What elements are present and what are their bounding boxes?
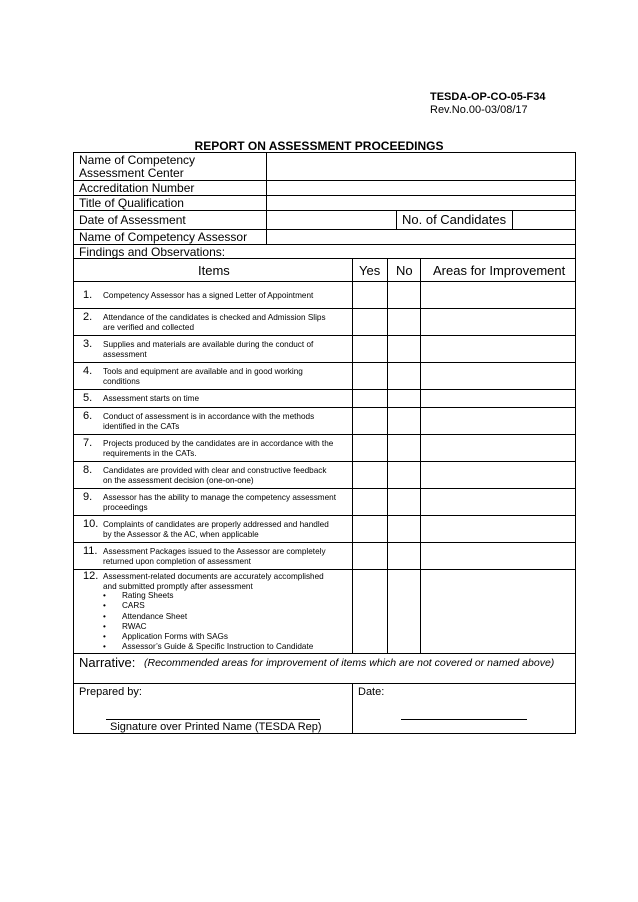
item-number: 9. [83,491,93,503]
row-line [73,335,576,336]
item-text: Attendance of the candidates is checked and Admission Slips [103,313,326,322]
narrative-label: Narrative: [79,655,136,670]
date-assessment-label: Date of Assessment [79,213,186,227]
item-number: 5. [83,392,93,404]
item-text: Assessment starts on time [103,394,200,403]
item-number: 10. [83,518,99,530]
bullet-item: • Rating Sheets [103,591,174,600]
item-number: 8. [83,464,93,476]
row-line [73,281,576,282]
bullet-item: • Attendance Sheet [103,611,188,621]
row-line [73,308,576,309]
item-text: Supplies and materials are available during the conduct of [103,340,314,349]
row-line [73,569,576,570]
row-line [73,683,576,684]
row-line [73,461,576,462]
bullet-item: • CARS [103,601,145,611]
assessor-label: Name of Competency Assessor [79,230,248,244]
item-text: Assessor has the ability to manage the competency assessment [103,493,337,502]
row-line [73,515,576,516]
row-line [73,542,576,543]
item-number: 1. [83,289,93,301]
column-line [387,258,388,653]
row-line [73,210,576,211]
signature-line [106,719,320,720]
item-number: 12. [83,570,99,582]
row-line [73,488,576,489]
report-title: REPORT ON ASSESSMENT PROCEEDINGS [194,139,444,153]
no-header: No [396,263,413,278]
narrative-note: (Recommended areas for improvement of items which are not covered or named above) [144,657,555,669]
no-candidates-label: No. of Candidates [402,212,507,227]
item-text: Conduct of assessment is in accordance with the methods [103,412,315,421]
column-line [420,258,421,653]
field-divider [512,210,513,229]
bullet-item: • Assessor’s Guide & Specific Instruction to Candidate [103,642,314,652]
item-text: Projects produced by the candidates are in accordance with the [103,439,334,448]
row-line [73,653,576,654]
item-text-cont: and submitted promptly after assessment [103,582,253,591]
bullet-item: • RWAC [103,621,147,631]
items-header: Items [198,263,230,278]
item-number: 3. [83,338,93,350]
item-text-cont: by the Assessor & the AC, when applicable [103,530,259,539]
date-line [401,719,527,720]
date-label: Date: [358,686,385,698]
item12-bullet-list [103,591,313,653]
revision-number: Rev.No.00-03/08/17 [430,104,528,116]
item-text-cont: on the assessment decision (one-on-one) [103,476,254,485]
row-line [73,362,576,363]
findings-label: Findings and Observations: [79,245,226,259]
item-number: 11. [83,545,98,557]
field-divider [266,152,267,244]
item-text-cont: conditions [103,377,140,386]
item-number: 7. [83,437,93,449]
item-number: 4. [83,365,93,377]
item-text: Complaints of candidates are properly addressed and handled [103,520,329,529]
item-text-cont: returned upon completion of assessment [103,557,251,566]
item-text: Competency Assessor has a signed Letter of Appointment [103,291,314,300]
center-name-label-2: Assessment Center [79,166,184,180]
item-text: Tools and equipment are available and in good working [103,367,303,376]
signature-caption: Signature over Printed Name (TESDA Rep) [110,721,322,733]
bullet-item: • Application Forms with SAGs [103,632,229,642]
row-line [73,407,576,408]
item-text: Candidates are provided with clear and constructive feedback [103,466,327,475]
item-number: 2. [83,311,93,323]
column-line [352,258,353,653]
field-divider [396,210,397,229]
item-text-cont: are verified and collected [103,323,195,332]
item-text-cont: requirements in the CATs. [103,449,197,458]
center-name-label: Name of Competency [79,153,196,167]
column-line [352,683,353,734]
areas-header: Areas for Improvement [433,263,566,278]
item-text-cont: identified in the CATs [103,422,180,431]
form-code: TESDA-OP-CO-05-F34 [430,91,546,103]
item-text: Assessment-related documents are accurately accomplished [103,572,324,581]
item-text-cont: proceedings [103,503,148,512]
row-line [73,389,576,390]
item-text: Assessment Packages issued to the Assessor are completely [103,547,326,556]
prepared-by-label: Prepared by: [79,686,142,698]
row-line [73,434,576,435]
yes-header: Yes [359,263,381,278]
accreditation-label: Accreditation Number [79,181,195,195]
item-text-cont: assessment [103,350,147,359]
qualification-label: Title of Qualification [79,196,184,210]
item-number: 6. [83,410,93,422]
